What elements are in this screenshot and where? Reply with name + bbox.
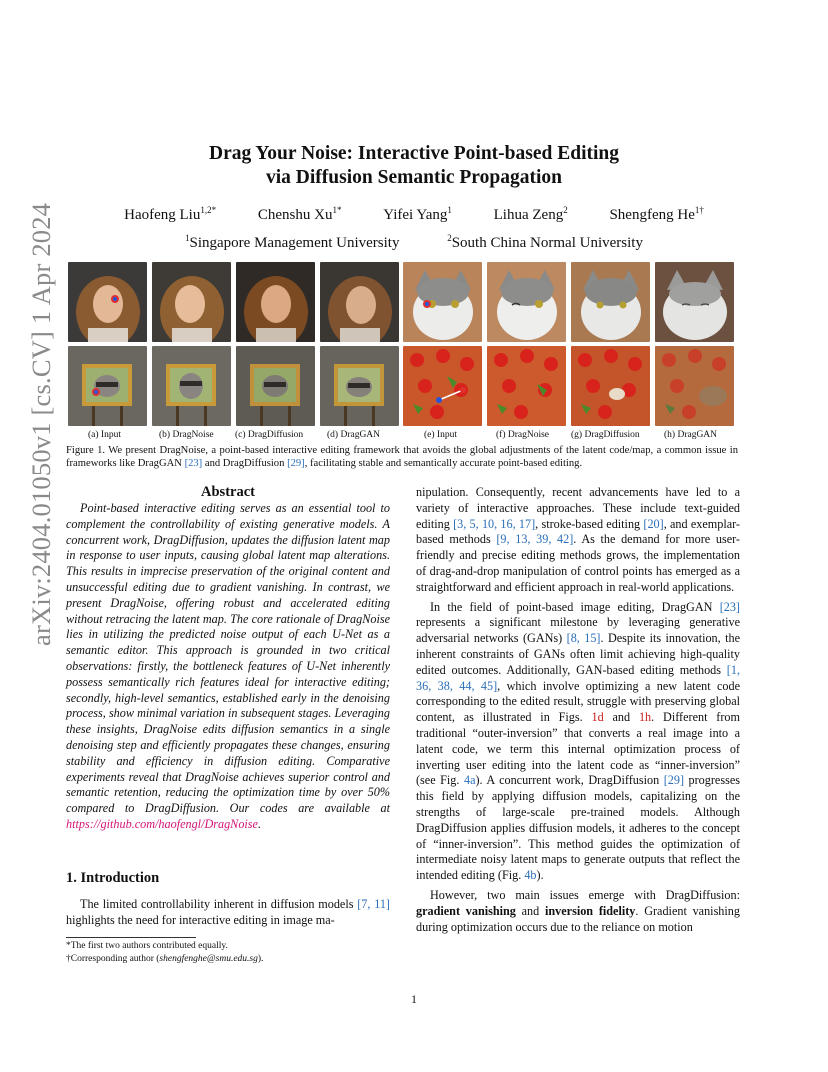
pizza-draggan-image [655,346,734,426]
pizza-input-image [403,346,482,426]
footnote-divider [66,937,196,938]
subcaption: (a) Input [88,430,121,440]
code-repo-link[interactable]: https://github.com/haofengl/DragNoise [66,816,258,831]
introduction-heading: 1. Introduction [66,870,160,886]
subcaption: (d) DragGAN [327,430,381,440]
arxiv-id-text: arXiv:2404.01050v1 [cs.CV] 1 Apr 2024 [26,202,56,646]
citation-link[interactable]: [29] [287,457,305,469]
introduction-paragraph: The limited controllability inherent in diffusion models [7, 11] highlights the need for interactive editing in image ma- [66,897,390,927]
arxiv-identifier [18,202,58,650]
portrait-dragnoise-image [152,262,231,342]
painting-dragdiffusion-image [236,346,315,426]
paragraph: In the field of point-based image editing, DragGAN [23] represents a significant milestone by leveraging generative adversarial networks (GANs) [8, 15]. Despite its innovation, the inherent constraints of GANs often limit achieving high-quality edited outcomes. Additionally, GAN-based editing methods [1, 36, 38, 44, 45], which involve optimizing a new latent code corresponding to the edited result, struggle with preserving global content, as illustrated in Figs. 1d and 1h. Different from traditional “outer-inversion” that converts a real image into a latent code, we term this internal optimization process of inverting user editing into the latent code as “inner-inversion” (see Fig. 4a). A concurrent work, DragDiffusion [29] progresses this field by applying diffusion models, capitalizing on the strengths of large-scale pre-trained models. Although DragDiffusion applies diffusion models, it adheres to the concept of “inner-inversion”. This method guides the optimization of intermediate noisy latent maps to generate outputs that reflect the intended editing (Fig. 4b). [416,599,740,883]
subcaption: (h) DragGAN [664,430,718,440]
figure-1-image-grid [68,262,734,426]
subcaption: (e) Input [424,430,457,440]
abstract-text: Point-based interactive editing serves as an essential tool to complement the controllability of existing generative models. A concurrent work, DragDiffusion, updates the diffusion latent map in response to user inputs, causing global latent map alterations. This results in imprecise preservation of the original content and unsuccessful editing due to gradient vanishing. In contrast, we present DragNoise, offering robust and accelerated editing without retracing the latent map. The core rationale of DragNoise lies in utilizing the predicted noise output of each U-Net as a semantic editor. This approach is grounded in two critical observations: firstly, the bottleneck features of U-Net inherently possess semantically rich features ideal for interactive editing; secondly, high-level semantics, established early in the denoising process, show minimal variation in subsequent stages. Leveraging these insights, DragNoise edits diffusion semantics in a single denoising step and efficiently propagates these changes, ensuring stability and efficiency in diffusion editing. Comparative experiments reveal that DragNoise achieves superior control and semantic retention, reducing the optimization time by over 50% compared to DragDiffusion. Our codes are available at https://github.com/haofengl/DragNoise. [66,501,390,831]
subcaption: (b) DragNoise [159,430,214,440]
citation-link[interactable]: [7, 11] [357,897,390,911]
cat-input-image [403,262,482,342]
page-number: 1 [411,992,417,1006]
author: Yifei Yang$^1$ [383,205,452,223]
portrait-input-image [68,262,147,342]
affiliation: $^1$Singapore Management University [185,233,400,251]
right-column-text [416,485,740,935]
figure-1-caption: Figure 1. We present DragNoise, a point-based interactive editing framework that avoids the global adjustments of the latent code/map, a common issue in frameworks like DragGAN [23] and DragDiffusion [29], facilitating stable and semantically accurate point-based editing. [66,445,738,469]
author: Lihua Zeng$^2$ [493,205,568,223]
author: Haofeng Liu$^{1,2*}$ [124,205,217,223]
paragraph: However, two main issues emerge with DragDiffusion: gradient vanishing and inversion fidelity. Gradient vanishing during optimization occurs due to the reliance on motion [416,887,740,934]
subcaption: (c) DragDiffusion [235,430,304,440]
affiliations [0,235,828,252]
paragraph: nipulation. Consequently, recent advancements have led to a variety of interactive approaches. These include text-guided editing [3, 5, 10, 16, 17], stroke-based editing [20], and exemplar-based methods [9, 13, 39, 42]. As the demand for more user-friendly and precise editing methods grows, the implementation of drag-and-drop manipulation of control points has emerged as a straightforward and efficient approach in real-world applications. [416,485,740,594]
subcaption: (g) DragDiffusion [571,430,640,440]
cat-dragnoise-image [487,262,566,342]
author: Shengfeng $He^{1\dagger}$ [609,205,704,223]
painting-input-image [68,346,147,426]
paper-title-line-2: via Diffusion Semantic Propagation [266,167,562,188]
painting-dragnoise-image [152,346,231,426]
pizza-dragnoise-image [487,346,566,426]
citation-link[interactable]: [23] [184,457,203,469]
author: Chenshu $Xu^{1*}$ [257,205,342,223]
painting-draggan-image [320,346,399,426]
portrait-dragdiffusion-image [236,262,315,342]
pizza-dragdiffusion-image [571,346,650,426]
subcaption: (f) DragNoise [496,430,550,440]
footnote-corresponding-author: †Corresponding author (shengfenghe@smu.edu.sg). [66,954,264,964]
cat-dragdiffusion-image [571,262,650,342]
affiliation: $^2$South China Normal University [447,233,643,251]
figure-1-subcaptions [66,430,736,442]
cat-draggan-image [655,262,734,342]
abstract-heading: Abstract [201,484,255,500]
paper-title-line-1: Drag Your Noise: Interactive Point-based Editing [208,143,620,164]
footnote-equal-contribution: *The first two authors contributed equally. [66,941,228,951]
portrait-draggan-image [320,262,399,342]
author-list [0,207,828,224]
